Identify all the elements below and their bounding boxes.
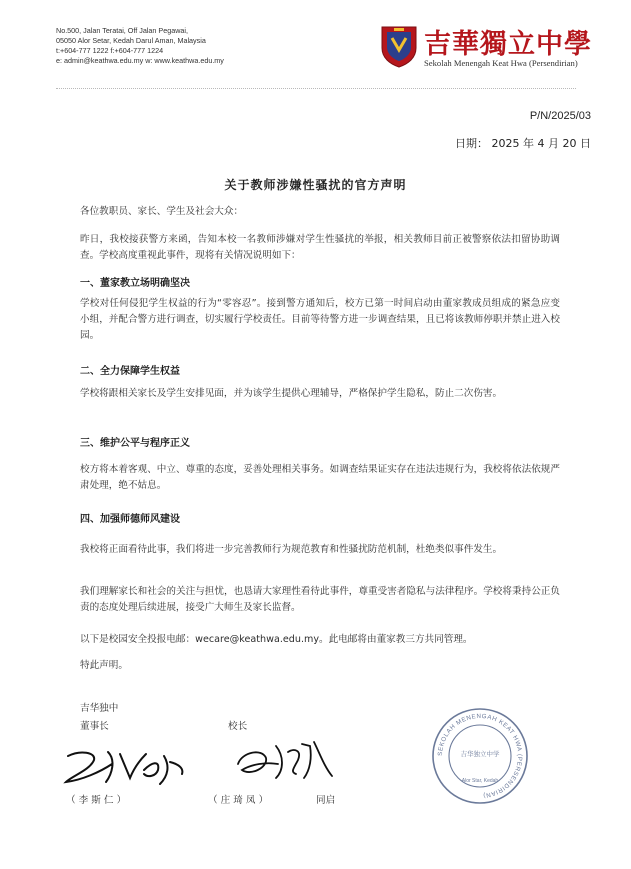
stamp-location: Alor Star, Kedah	[461, 778, 499, 784]
section-heading: 二、全力保障学生权益	[80, 366, 180, 377]
school-name-chinese: 吉華獨立中學	[424, 29, 592, 60]
school-name-english: Sekolah Menengah Keat Hwa (Persendirian)	[424, 58, 578, 68]
section-paragraph: 我们理解家长和社会的关注与担忧，也恳请大家理性看待此事件，尊重受害者隐私与法律程序。学校将秉持公正负责的态度处理后续进展，接受广大师生及家长监督。	[80, 586, 560, 613]
section-paragraph: 学校将跟相关家长及学生安排见面，并为该学生提供心理辅导，严格保护学生隐私，防止二次伤害。	[80, 388, 503, 399]
section-heading: 四、加强师德师风建设	[80, 514, 180, 525]
principal-signature	[232, 734, 342, 786]
address-block	[56, 26, 224, 66]
reference-number: P/N/2025/03	[529, 110, 591, 122]
chairman-name: （ 李 斯 仁 ）	[66, 795, 127, 806]
letter-date: 日期： 2025 年 4 月 20 日	[455, 137, 591, 150]
chairman-title: 董事长	[80, 721, 109, 732]
header-divider	[56, 88, 576, 89]
address-line: No.500, Jalan Teratai, Off Jalan Pegawai,	[56, 26, 188, 35]
closing-line: 特此声明。	[80, 660, 128, 671]
signatory-org: 吉华独中	[80, 703, 119, 714]
stamp-ring-text: SEKOLAH MENENGAH KEAT HWA (PERSENDIRIAN)	[436, 712, 524, 799]
section-heading: 三、维护公平与程序正义	[80, 438, 190, 449]
school-logo	[380, 24, 418, 68]
chairman-signature	[60, 742, 190, 790]
principal-name: （ 庄 琦 凤 ）	[208, 795, 269, 806]
intro-paragraph: 昨日，我校接获警方来函，告知本校一名教师涉嫌对学生性骚扰的举报，相关教师目前正被警察依法扣留协助调查。学校高度重视此事件，现将有关情况说明如下：	[80, 234, 560, 261]
section-paragraph: 学校对任何侵犯学生权益的行为“零容忍”。接到警方通知后，校方已第一时间启动由董家教成员组成的紧急应变小组，并配合警方进行调查，切实履行学校责任。目前等待警方进一步调查结果，且已将该教师停职并禁止进入校园。	[80, 298, 560, 341]
stamp-inner-text: 吉华独立中学	[460, 750, 500, 758]
principal-title: 校长	[228, 721, 248, 732]
contact-email-web: e: admin@keathwa.edu.my w: www.keathwa.edu.my	[56, 56, 224, 65]
address-line: 05050 Alor Setar, Kedah Darul Aman, Malaysia	[56, 36, 206, 45]
section-paragraph: 校方将本着客观、中立、尊重的态度，妥善处理相关事务。如调查结果证实存在违法违规行为，我校将依法依规严肃处理，绝不姑息。	[80, 464, 560, 491]
report-email-line: 以下是校园安全投报电邮：wecare@keathwa.edu.my。此电邮将由董家教三方共同管理。	[80, 634, 473, 645]
section-heading: 一、董家教立场明确坚决	[80, 278, 190, 289]
statement-title: 关于教师涉嫌性骚扰的官方声明	[224, 178, 407, 192]
official-stamp	[430, 706, 530, 806]
section-paragraph: 我校将正面看待此事，我们将进一步完善教师行为规范教育和性骚扰防范机制，杜绝类似事件发生。	[80, 544, 503, 555]
contact-phone-fax: t:+604-777 1222 f:+604-777 1224	[56, 46, 164, 55]
greeting: 各位教职员、家长、学生及社会大众：	[80, 206, 244, 217]
cosign-text: 同启	[316, 795, 336, 806]
